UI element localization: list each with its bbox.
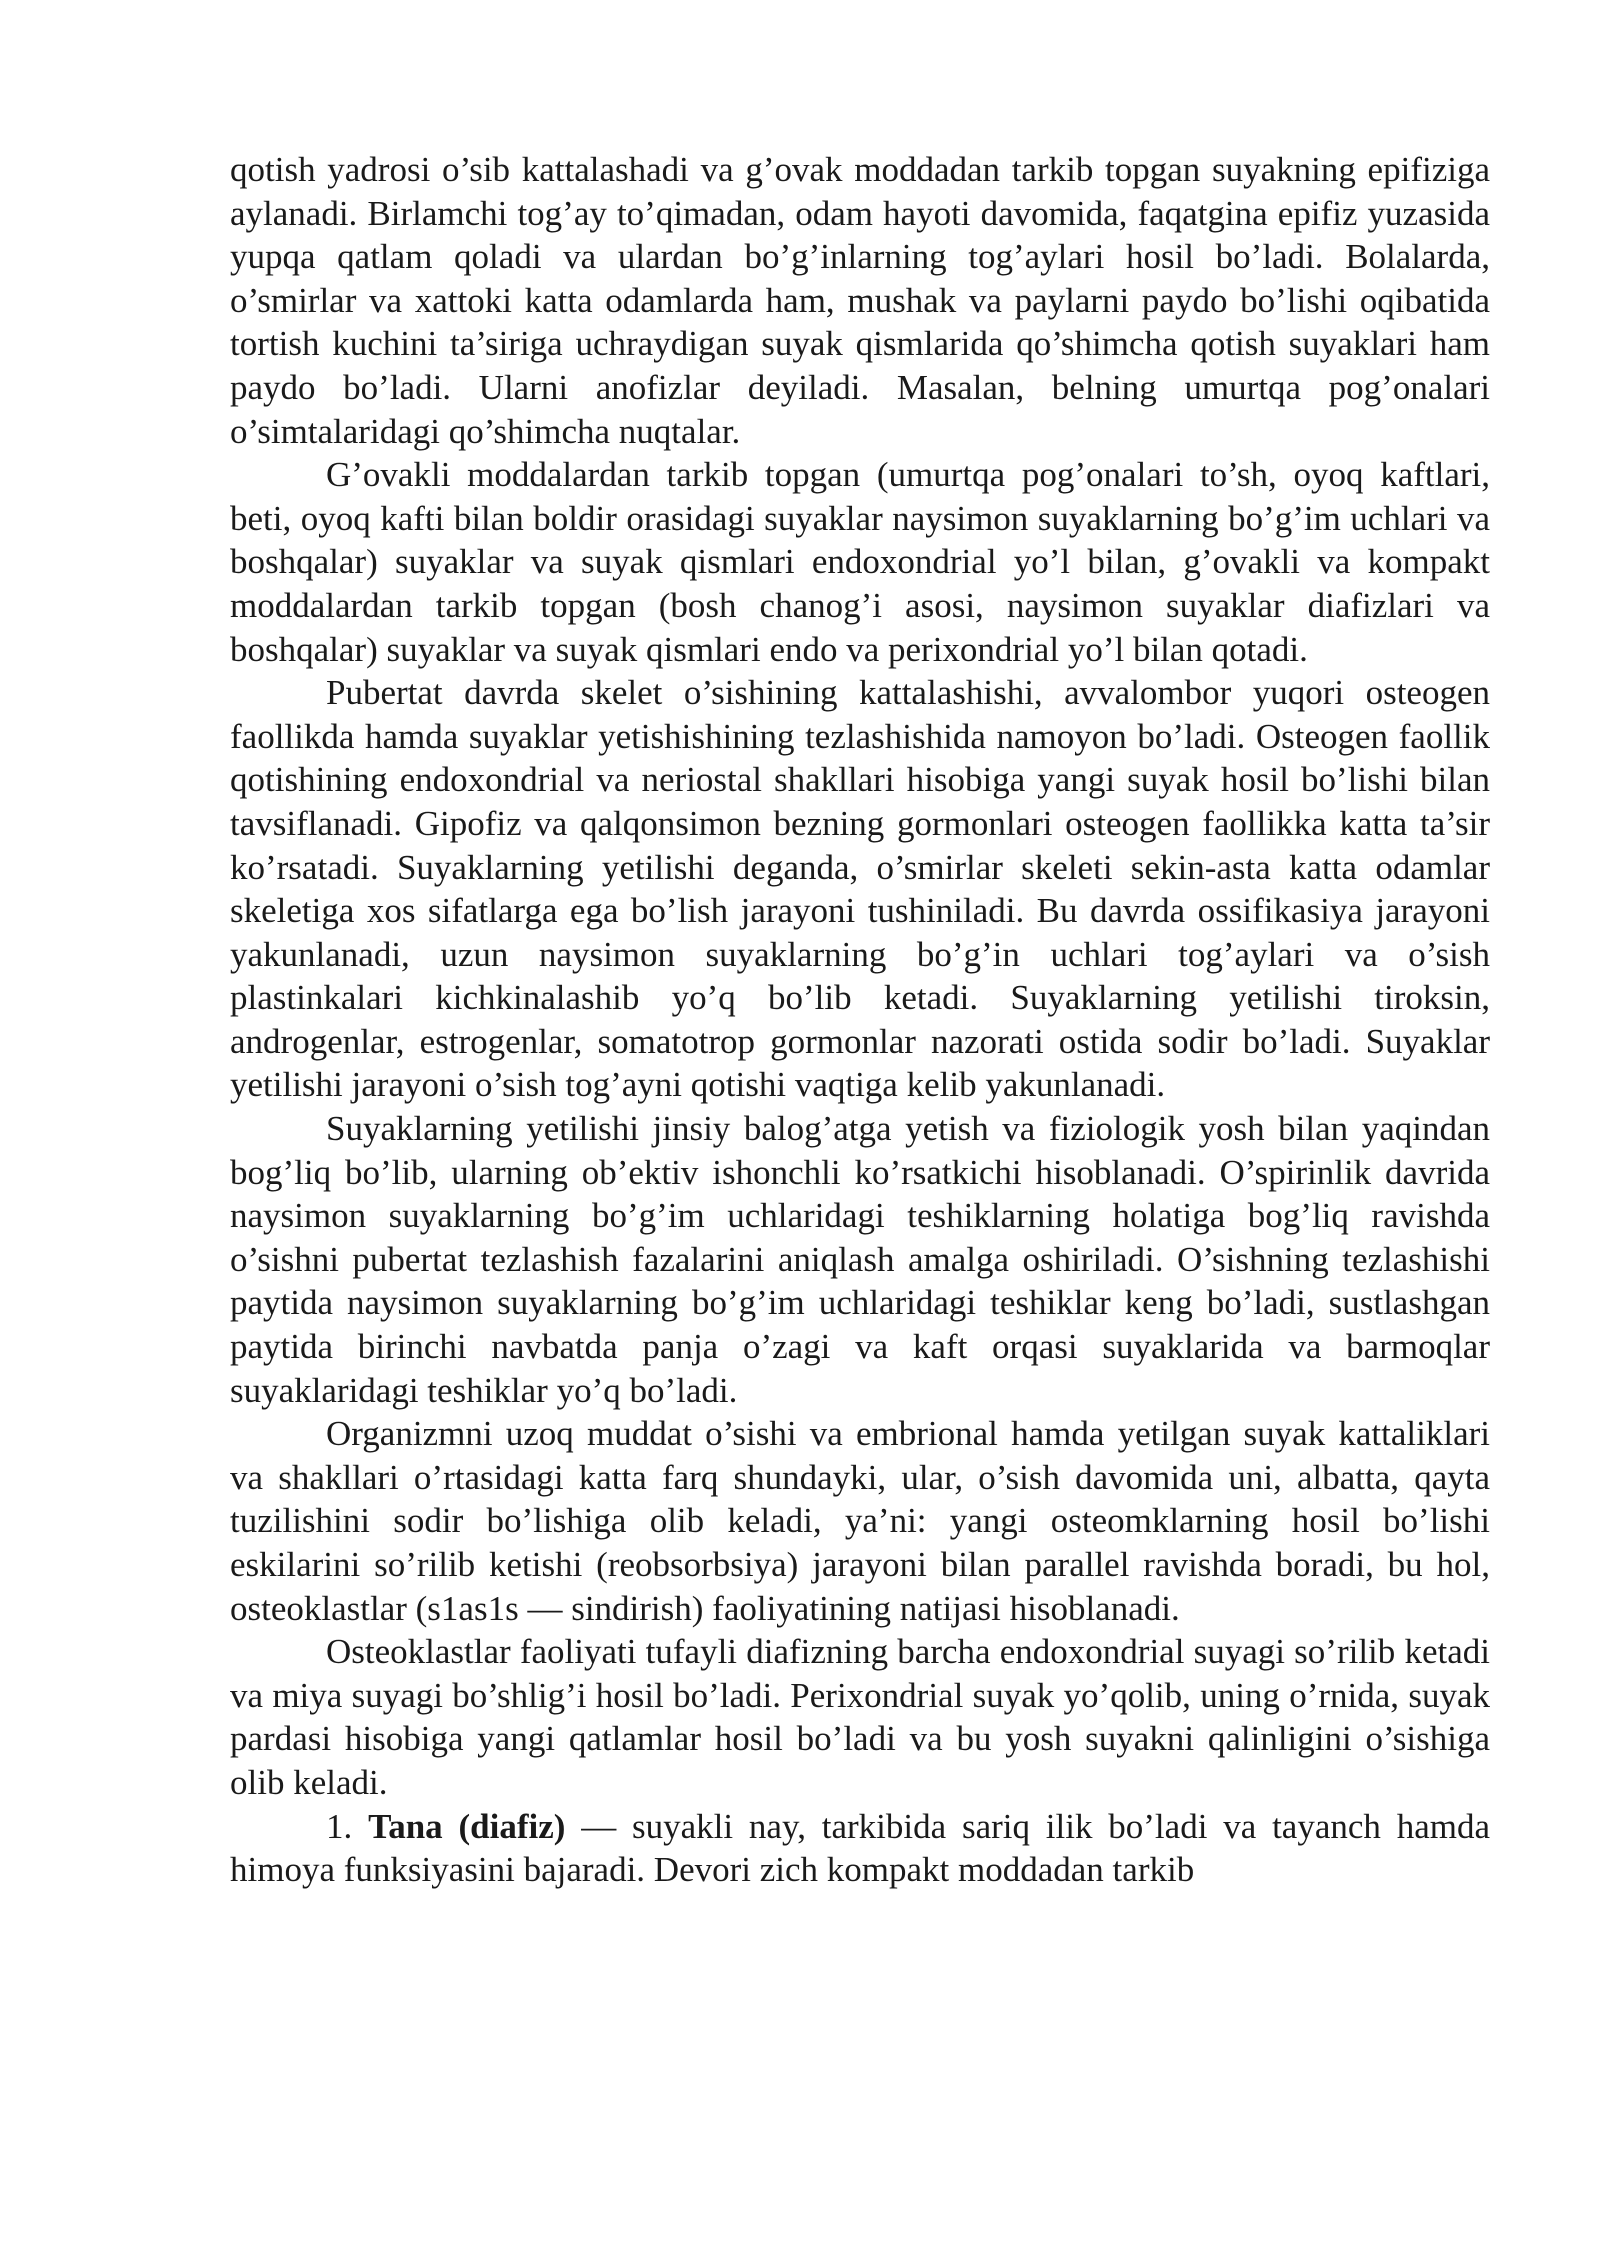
paragraph-1: qotish yadrosi o’sib kattalashadi va g’ovak moddadan tarkib topgan suyakning epifiziga aylanadi. Birlamchi tog’ay to’qimadan, odam hayoti davomida, faqatgina epifiz yuzasida yupqa qatlam qoladi va ulardan bo’g’inlarning tog’aylari hosil bo’ladi. Bolalarda, o’smirlar va xattoki katta odamlarda ham, mushak va paylarni paydo bo’lishi oqibatida tortish kuchini ta’siriga uchraydigan suyak qismlarida qo’shimcha qotish suyaklari ham paydo bo’ladi. Ularni anofizlar deyiladi. Masalan, belning umurtqa pog’onalari o’simtalaridagi qo’shimcha nuqtalar.	[230, 150, 1490, 451]
paragraph-numbered-1	[230, 1805, 1490, 1892]
document-page	[230, 148, 1490, 1892]
paragraph-2: G’ovakli moddalardan tarkib topgan (umurtqa pog’onalari to’sh, oyoq kaftlari, beti, oyoq kafti bilan boldir orasidagi suyaklar naysimon suyaklarning bo’g’im uchlari va boshqalar) suyaklar va suyak qismlari endoxondrial yo’l bilan, g’ovakli va kompakt moddalardan tarkib topgan (bosh chanog’i asosi, naysimon suyaklar diafizlari va boshqalar) suyaklar va suyak qismlari endo va perixondrial yo’l bilan qotadi.	[230, 455, 1490, 669]
list-number: 1.	[326, 1806, 353, 1846]
paragraph-3: Pubertat davrda skelet o’sishining kattalashishi, avvalombor yuqori osteogen faollikda hamda suyaklar yetishishining tezlashishida namoyon bo’ladi. Osteogen faollik qotishining endoxondrial va neriostal shakllari hisobiga yangi suyak hosil bo’lishi bilan tavsiflanadi. Gipofiz va qalqonsimon bezning gormonlari osteogen faollikka katta ta’sir ko’rsatadi. Suyaklarning yetilishi deganda, o’smirlar skeleti sekin-asta katta odamlar skeletiga xos sifatlarga ega bo’lish jarayoni tushiniladi. Bu davrda ossifikasiya jarayoni yakunlanadi, uzun naysimon suyaklarning bo’g’in uchlari tog’aylari va o’sish plastinkalari kichkinalashib yo’q bo’lib ketadi. Suyaklarning yetilishi tiroksin, androgenlar, estrogenlar, somatotrop gormonlar nazorati ostida sodir bo’ladi. Suyaklar yetilishi jarayoni o’sish tog’ayni qotishi vaqtiga kelib yakunlanadi.	[230, 673, 1490, 1105]
term-bold: Tana (diafiz)	[368, 1806, 566, 1846]
paragraph-6: Osteoklastlar faoliyati tufayli diafizning barcha endoxondrial suyagi so’rilib ketadi va miya suyagi bo’shlig’i hosil bo’ladi. Perixondrial suyak yo’qolib, uning o’rnida, suyak pardasi hisobiga yangi qatlamlar hosil bo’ladi va bu yosh suyakni qalinligini o’sishiga olib keladi.	[230, 1632, 1490, 1802]
paragraph-4: Suyaklarning yetilishi jinsiy balog’atga yetish va fiziologik yosh bilan yaqindan bog’liq bo’lib, ularning ob’ektiv ishonchli ko’rsatkichi hisoblanadi. O’spirinlik davrida naysimon suyaklarning bo’g’im uchlaridagi teshiklarning holatiga bog’liq ravishda o’sishni pubertat tezlashish fazalarini aniqlash amalga oshiriladi. O’sishning tezlashishi paytida naysimon suyaklarning bo’g’im uchlaridagi teshiklar keng bo’ladi, sustlashgan paytida birinchi navbatda panja o’zagi va kaft orqasi suyaklarida va barmoqlar suyaklaridagi teshiklar yo’q bo’ladi.	[230, 1109, 1490, 1410]
paragraph-5: Organizmni uzoq muddat o’sishi va embrional hamda yetilgan suyak kattaliklari va shakllari o’rtasidagi katta farq shundayki, ular, o’sish davomida uni, albatta, qayta tuzilishini sodir bo’lishiga olib keladi, ya’ni: yangi osteomklarning hosil bo’lishi eskilarini so’rilib ketishi (reobsorbsiya) jarayoni bilan parallel ravishda boradi, bu hol, osteoklastlar (s1as1s — sindirish) faoliyatining natijasi hisoblanadi.	[230, 1414, 1490, 1628]
term-definition: — suyakli nay, tarkibida sariq ilik bo’ladi va tayanch hamda himoya funksiyasini bajaradi. Devori zich kompakt moddadan tarkib	[230, 1806, 1491, 1890]
